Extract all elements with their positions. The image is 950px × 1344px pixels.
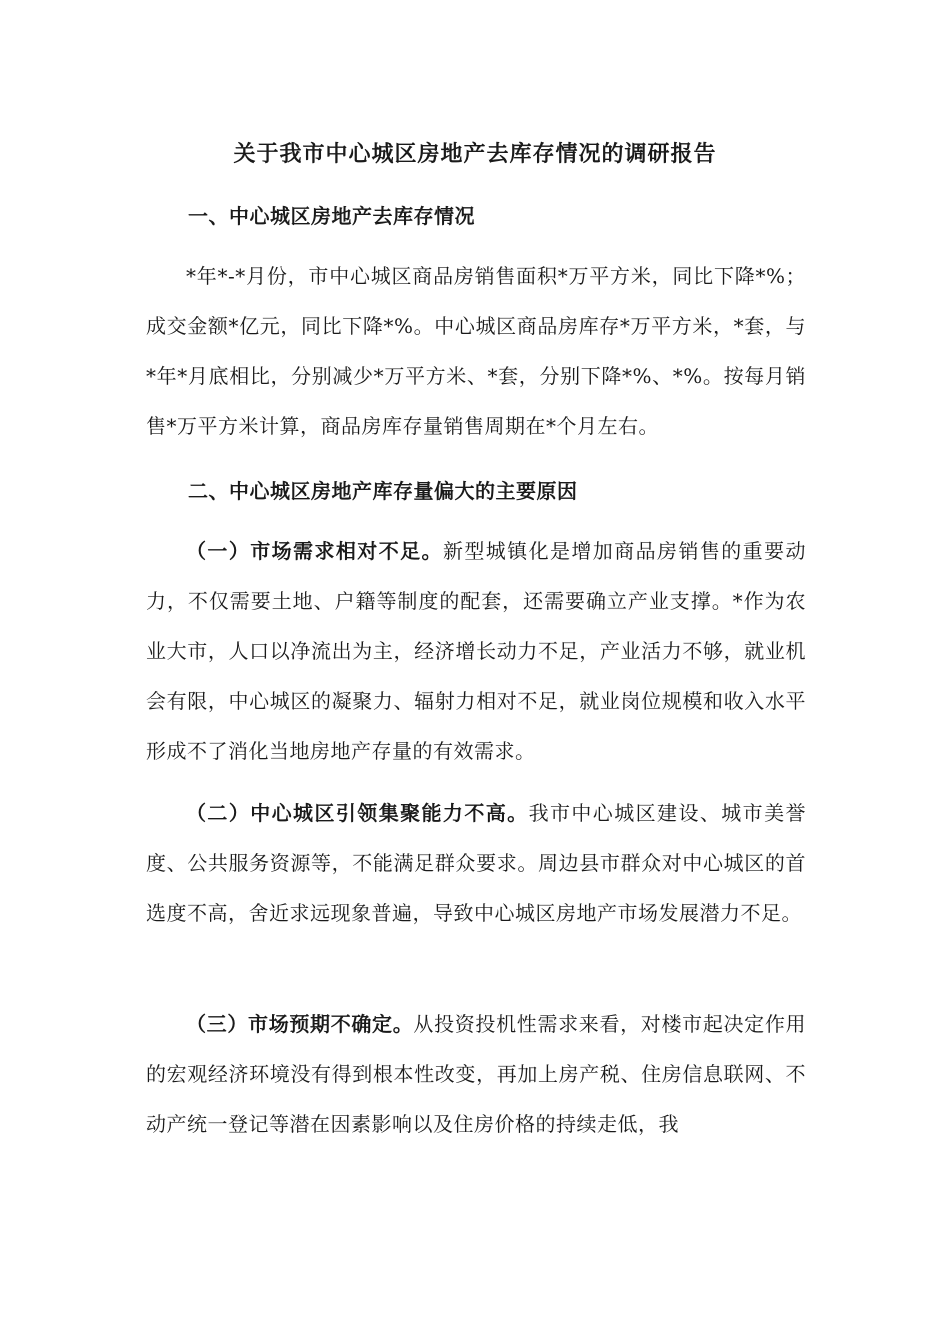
section-heading-2: 二、中心城区房地产库存量偏大的主要原因 [188,479,578,503]
reason-text-3: 从投资投机性需求来看，对楼市起决定作用的宏观经济环境没有得到根本性改变，再加上房产税、住房信息联网、不动产统一登记等潜在因素影响以及住房价格的持续走低，我 [146,1012,807,1136]
reason-lead-2: （二）中心城区引领集聚能力不高。 [186,801,529,825]
document-title: 关于我市中心城区房地产去库存情况的调研报告 [233,141,717,167]
reason-lead-1: （一）市场需求相对不足。 [186,539,443,563]
reason-text-2: 我市中心城区建设、城市美誉度、公共服务资源等，不能满足群众要求。周边县市群众对中心城区的首选度不高，舍近求远现象普遍，导致中心城区房地产市场发展潜力不足。 [146,801,807,925]
reason-paragraph-1 [146,526,806,776]
section-heading-1: 一、中心城区房地产去库存情况 [188,204,475,228]
reason-lead-3: （三）市场预期不确定。 [186,1012,414,1036]
reason-paragraph-2 [146,788,806,938]
reason-paragraph-3 [146,999,806,1149]
reason-text-1: 新型城镇化是增加商品房销售的重要动力，不仅需要土地、户籍等制度的配套，还需要确立产业支撑。*作为农业大市，人口以净流出为主，经济增长动力不足，产业活力不够，就业机会有限，中心城区的凝聚力、辐射力相对不足，就业岗位规模和收入水平形成不了消化当地房地产存量的有效需求。 [146,539,807,763]
section-1-paragraph: *年*-*月份，市中心城区商品房销售面积*万平方米，同比下降*%；成交金额*亿元，同比下降*%。中心城区商品房库存*万平方米，*套，与*年*月底相比，分别减少*万平方米、*套，分别下降*%、*%。按每月销售*万平方米计算，商品房库存量销售周期在*个月左右。 [146,264,806,438]
